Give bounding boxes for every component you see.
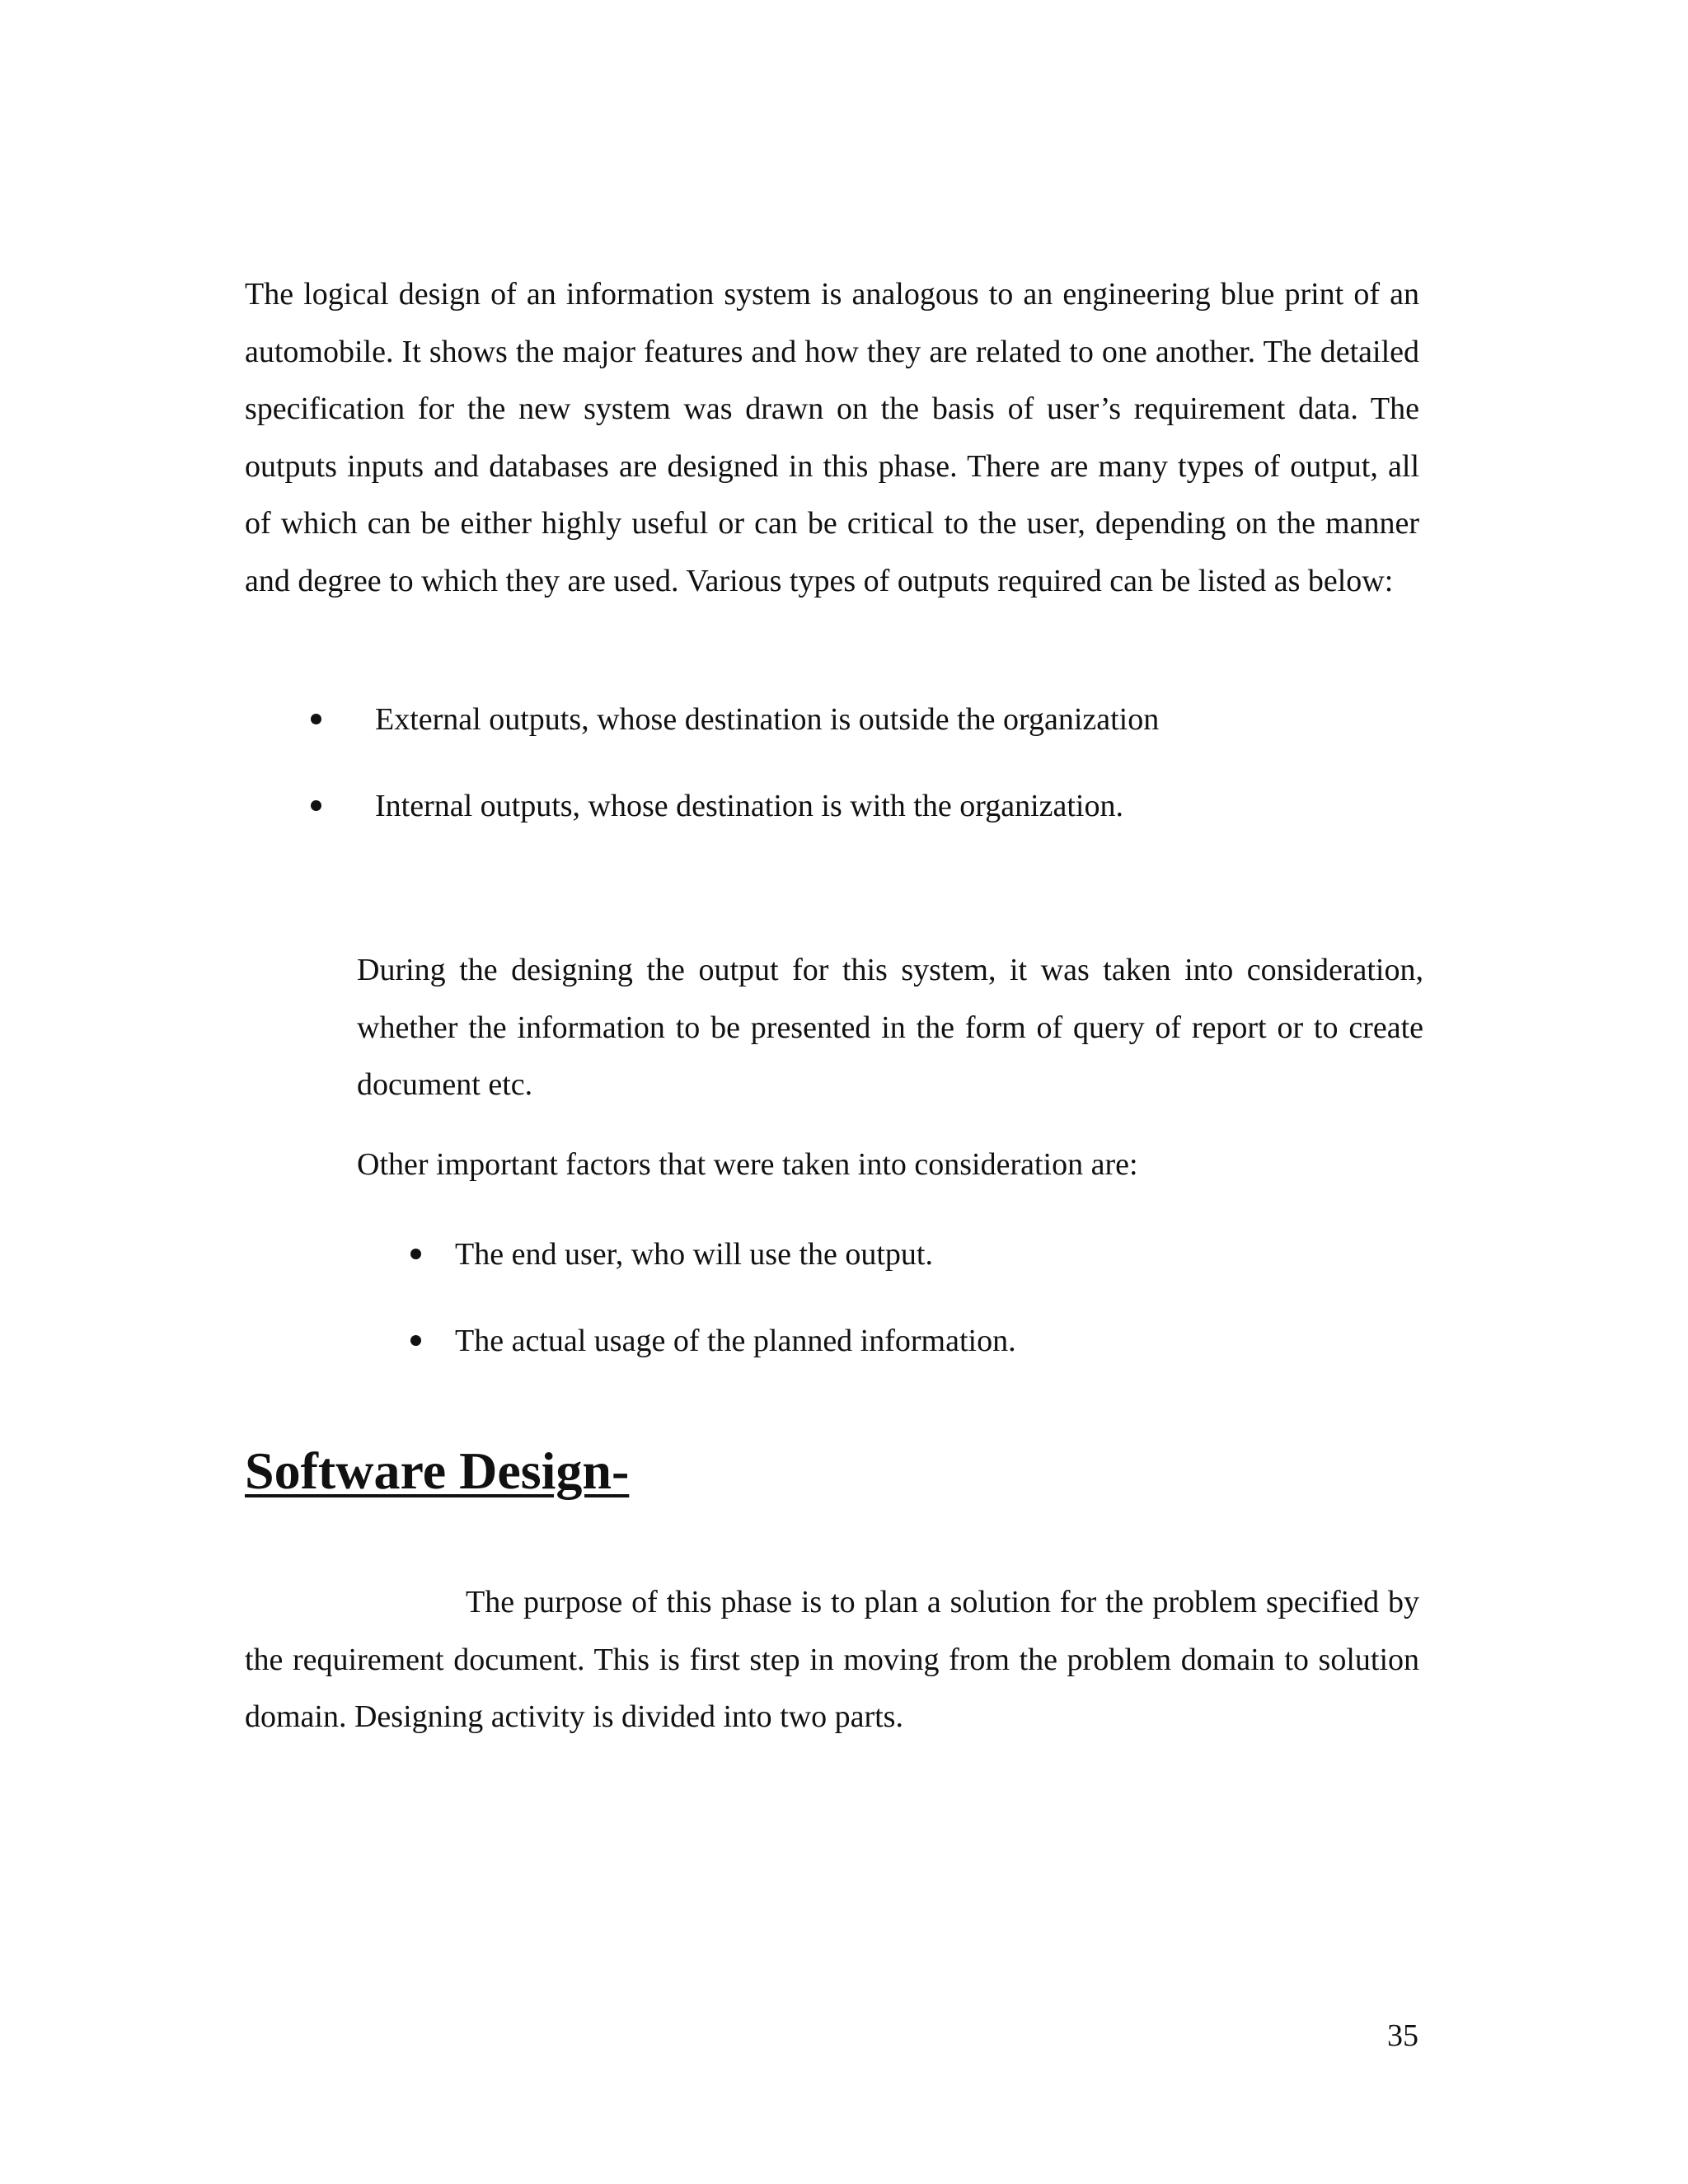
bullet-icon	[311, 714, 321, 724]
factors-intro-paragraph: Other important factors that were taken into consideration are:	[357, 1147, 1138, 1182]
list-item-text: External outputs, whose destination is outside the organization	[375, 702, 1160, 737]
section-heading: Software Design-	[245, 1441, 630, 1500]
bullet-icon	[410, 1335, 421, 1346]
software-design-paragraph: The purpose of this phase is to plan a solution for the problem specified by the requirement document. This is first step in moving from the problem domain to solution domain. Designing activity is divided into two parts.	[245, 1585, 1419, 1734]
bullet-icon	[410, 1249, 421, 1259]
page-number: 35	[1387, 2018, 1418, 2053]
output-design-paragraph: During the designing the output for this system, it was taken into consideration, whether the information to be presented in the form of query of report or to create document etc.	[357, 953, 1423, 1102]
intro-paragraph: The logical design of an information system is analogous to an engineering blue print of an automobile. It shows the major features and how they are related to one another. The detailed specification for the new system was drawn on the basis of user’s requirement data. The outputs inputs and databases are designed in this phase. There are many types of output, all of which can be either highly useful or can be critical to the user, depending on the manner and degree to which they are used. Various types of outputs required can be listed as below:	[245, 277, 1419, 598]
bullet-icon	[311, 800, 321, 811]
list-item-text: Internal outputs, whose destination is with the organization.	[375, 789, 1123, 823]
list-item-text: The actual usage of the planned information.	[455, 1324, 1016, 1358]
list-item-text: The end user, who will use the output.	[455, 1237, 933, 1272]
